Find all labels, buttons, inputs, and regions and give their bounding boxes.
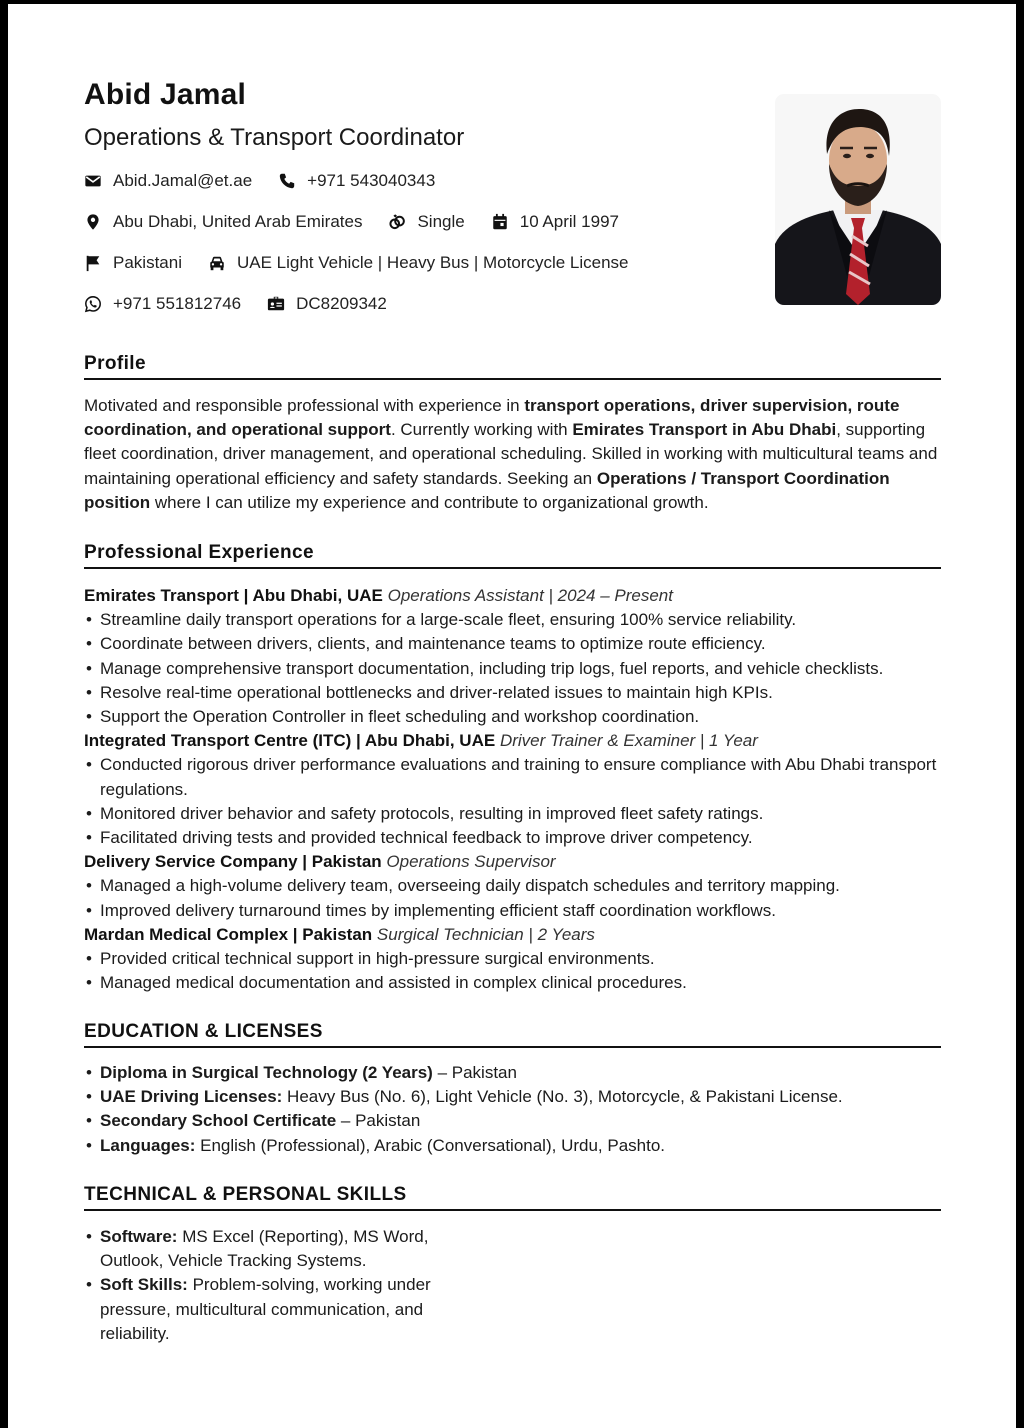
- education-list: [84, 1061, 941, 1158]
- profile-highlight-1: transport operations, driver supervision, route coordination, and operational support: [84, 396, 900, 440]
- item-label: Software:: [100, 1227, 178, 1246]
- profile-highlight-2: Emirates Transport in Abu Dhabi: [572, 420, 837, 440]
- item-label: UAE Driving Licenses:: [100, 1087, 283, 1107]
- list-item: [84, 1109, 941, 1133]
- job-header: [84, 584, 941, 608]
- skills-heading: TECHNICAL & PERSONAL SKILLS: [84, 1184, 941, 1211]
- id-item: [267, 294, 387, 314]
- profile-summary: [84, 394, 941, 515]
- job-bullets: [84, 874, 941, 922]
- birth-date-item: [491, 212, 619, 232]
- job-company: Integrated Transport Centre (ITC) | Abu Dhabi, UAE: [84, 731, 496, 751]
- list-item: • Streamline daily transport operations for a large-scale fleet, ensuring 100% service reliability.: [84, 608, 941, 632]
- list-item: • Managed a high-volume delivery team, overseeing daily dispatch schedules and territory mapping.: [84, 874, 941, 898]
- item-label: Languages:: [100, 1135, 196, 1155]
- nationality-text: Pakistani: [113, 253, 182, 272]
- job-role: Operations Assistant | 2024 – Present: [387, 586, 673, 605]
- envelope-icon: [84, 172, 102, 190]
- list-item: [84, 1225, 464, 1273]
- profile-heading: Profile: [84, 353, 941, 380]
- location-item: [84, 212, 362, 232]
- resume-page: [8, 4, 1016, 1428]
- job-company: Mardan Medical Complex | Pakistan: [84, 924, 373, 944]
- profile-text-1: Motivated and responsible professional with experience in: [84, 396, 525, 415]
- contact-row-3: [84, 251, 655, 275]
- item-label: Diploma in Surgical Technology (2 Years): [100, 1063, 433, 1082]
- experience-list: [84, 584, 941, 995]
- id-text: DC8209342: [296, 294, 387, 313]
- job-role: Driver Trainer & Examiner | 1 Year: [499, 731, 758, 751]
- item-text: MS Excel (Reporting), MS Word, Outlook, Vehicle Tracking Systems.: [100, 1227, 429, 1271]
- list-item: [84, 1134, 941, 1158]
- nationality-item: [84, 253, 182, 273]
- id-card-icon: [267, 295, 285, 313]
- list-item: • Facilitated driving tests and provided technical feedback to improve driver competency.: [84, 826, 941, 850]
- profile-photo: [775, 94, 941, 305]
- list-item: • Resolve real-time operational bottlenecks and driver-related issues to maintain high KPIs.: [84, 681, 941, 705]
- list-item: • Coordinate between drivers, clients, and maintenance teams to optimize route efficiency.: [84, 632, 941, 656]
- list-item: [84, 1061, 941, 1085]
- list-item: • Provided critical technical support in high-pressure surgical environments.: [84, 947, 941, 971]
- item-text: Heavy Bus (No. 6), Light Vehicle (No. 3), Motorcycle, & Pakistani License.: [282, 1087, 843, 1107]
- job-header: [84, 729, 941, 753]
- whatsapp-item[interactable]: [84, 294, 241, 314]
- location-text: Abu Dhabi, United Arab Emirates: [113, 212, 363, 231]
- list-item: • Managed medical documentation and assisted in complex clinical procedures.: [84, 971, 941, 995]
- item-label: Secondary School Certificate: [100, 1111, 337, 1131]
- rings-icon: [388, 213, 406, 231]
- list-item: • Support the Operation Controller in fleet scheduling and workshop coordination.: [84, 705, 941, 729]
- contact-row-4: [84, 292, 413, 316]
- job-header: [84, 850, 941, 874]
- list-item: • Monitored driver behavior and safety protocols, resulting in improved fleet safety ratings.: [84, 802, 941, 826]
- education-heading: EDUCATION & LICENSES: [84, 1021, 941, 1048]
- marital-item: [388, 212, 464, 232]
- profile-text-4: where I can utilize my experience and contribute to organizational growth.: [150, 492, 709, 512]
- experience-heading: Professional Experience: [84, 542, 941, 569]
- marital-text: Single: [417, 212, 465, 231]
- item-text: English (Professional), Arabic (Conversational), Urdu, Pashto.: [195, 1135, 666, 1155]
- job-bullets: [84, 947, 941, 995]
- email-item[interactable]: [84, 171, 252, 191]
- list-item: • Improved delivery turnaround times by implementing efficient staff coordination workflows.: [84, 899, 941, 923]
- job-bullets: [84, 608, 941, 729]
- item-label: Soft Skills:: [100, 1275, 188, 1295]
- candidate-name: Abid Jamal: [84, 78, 247, 111]
- candidate-title: Operations & Transport Coordinator: [84, 124, 465, 151]
- job-role: Operations Supervisor: [386, 852, 556, 872]
- item-text: – Pakistan: [432, 1063, 517, 1082]
- whatsapp-icon: [84, 295, 102, 313]
- license-item: [208, 253, 629, 273]
- calendar-icon: [491, 213, 509, 231]
- contact-row-1: [84, 169, 461, 193]
- profile-text-2: . Currently working with: [390, 420, 573, 440]
- license-text: UAE Light Vehicle | Heavy Bus | Motorcycle License: [236, 253, 629, 272]
- whatsapp-text: +971 551812746: [113, 294, 242, 313]
- phone-item[interactable]: [278, 171, 435, 191]
- list-item: [84, 1085, 941, 1109]
- phone-icon: [278, 172, 296, 190]
- map-pin-icon: [84, 213, 102, 231]
- phone-text: +971 543040343: [307, 171, 436, 190]
- job-company: Delivery Service Company | Pakistan: [84, 852, 382, 872]
- email-text: Abid.Jamal@et.ae: [113, 171, 253, 190]
- list-item: • Manage comprehensive transport documentation, including trip logs, fuel reports, and vehicle checklists.: [84, 657, 941, 681]
- item-text: Problem-solving, working under pressure, multicultural communication, and reliability.: [100, 1275, 431, 1343]
- job-header: [84, 923, 941, 947]
- flag-icon: [84, 254, 102, 272]
- job-company: Emirates Transport | Abu Dhabi, UAE: [84, 586, 383, 605]
- car-icon: [208, 254, 226, 272]
- portrait-illustration: [775, 94, 941, 305]
- job-role: Surgical Technician | 2 Years: [376, 924, 595, 944]
- birth-date-text: 10 April 1997: [519, 212, 619, 231]
- item-text: – Pakistan: [336, 1111, 421, 1131]
- profile-text-3: , supporting fleet coordination, driver management, and operational scheduling. Skilled in working with multicultural teams and maintaining operational efficiency and safety standards. Seeking an: [84, 420, 938, 488]
- contact-row-2: [84, 210, 645, 234]
- list-item: • Conducted rigorous driver performance evaluations and training to ensure compliance with Abu Dhabi transport regulations.: [84, 753, 941, 801]
- list-item: [84, 1273, 464, 1346]
- skills-list: [84, 1225, 464, 1346]
- job-bullets: [84, 753, 941, 850]
- profile-highlight-3: Operations / Transport Coordination position: [84, 468, 890, 512]
